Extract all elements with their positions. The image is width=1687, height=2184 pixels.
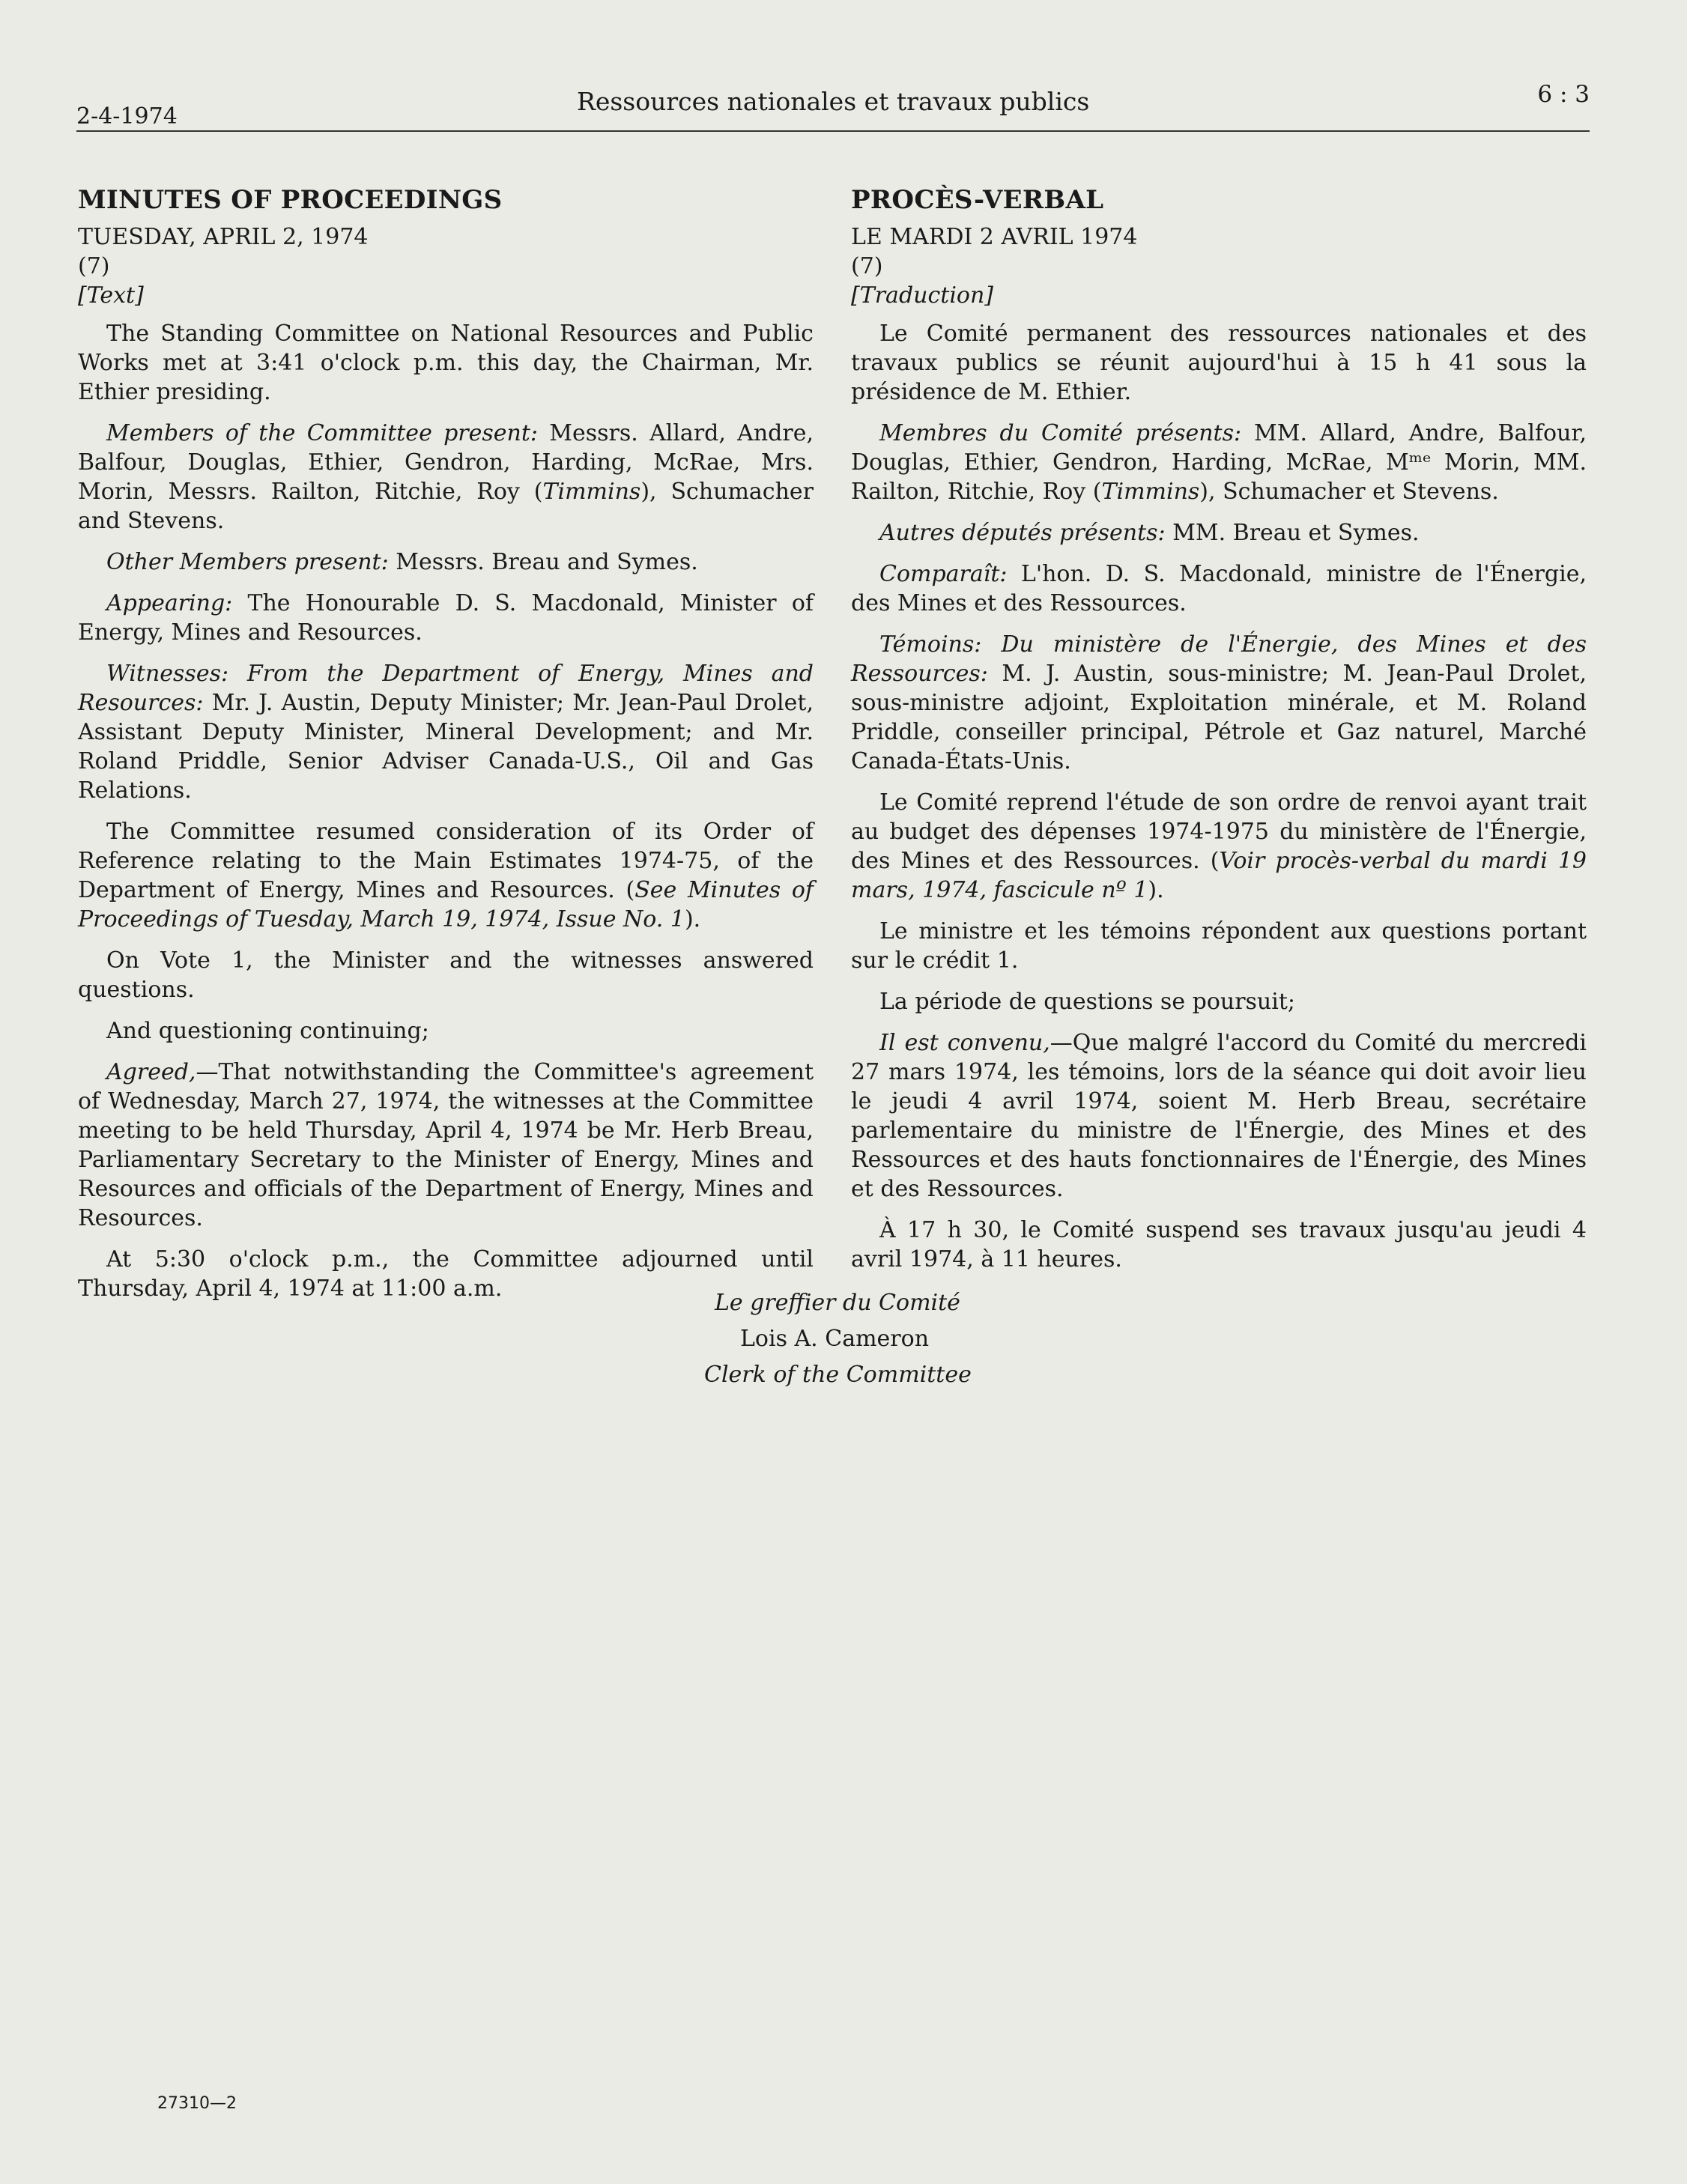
french-column xyxy=(851,186,1587,1286)
clerk-signature-block xyxy=(697,1285,1071,1393)
french-meeting-number: (7) xyxy=(851,253,883,279)
french-text-label: [Traduction] xyxy=(851,282,994,309)
page-header xyxy=(76,81,1590,130)
english-resumed-text: The Committee resumed consideration of its Order of Reference relating to the Main Estimates 1974-75, of the Department of Energy, Mines and Resources. ( xyxy=(78,819,814,903)
english-members-text: Messrs. Allard, Andre, Balfour, Douglas, Ethier, Gendron, Harding, McRae, Mrs. Morin, Messrs. Railton, Ritchie, Roy ( xyxy=(78,420,814,505)
french-members-paragraph xyxy=(851,419,1587,506)
english-agreed-text: —That notwithstanding the Committee's agreement of Wednesday, March 27, 1974, the witnesses at the Committee meeting to be held Thursday, April 4, 1974 be Mr. Herb Breau, Parliamentary Secretary to the Minister of Energy, Mines and Resources and officials of the Department of Energy, Mines and Resources. xyxy=(78,1059,814,1231)
french-other-members-paragraph xyxy=(851,518,1587,547)
english-members-label: Members of the Committee present: xyxy=(106,420,539,446)
french-appearing-paragraph xyxy=(851,559,1587,618)
french-agreed-text: —Que malgré l'accord du Comité du mercredi 27 mars 1974, les témoins, lors de la séance qui doit avoir lieu le jeudi 4 avril 1974, soient M. Herb Breau, secrétaire parlementaire du ministre de l'Énergie, des Mines et des Ressources et des hauts fonctionnaires de l'Énergie, des Mines et des Ressources. xyxy=(851,1030,1587,1202)
english-date-line: TUESDAY, APRIL 2, 1974 xyxy=(78,224,369,250)
english-opening-paragraph: The Standing Committee on National Resources and Public Works met at 3:41 o'clock p.m. this day, the Chairman, Mr. Ethier presiding. xyxy=(78,321,814,405)
english-resumed-reference: See Minutes of Proceedings of Tuesday, March 19, 1974, Issue No. 1 xyxy=(78,877,814,932)
english-witnesses-paragraph xyxy=(78,659,814,805)
english-witnesses-text: Mr. J. Austin, Deputy Minister; Mr. Jean-Paul Drolet, Assistant Deputy Minister, Mineral Development; and Mr. Roland Priddle, Senior Adviser Canada-U.S., Oil and Gas Relations. xyxy=(78,690,814,804)
english-agreed-paragraph xyxy=(78,1058,814,1233)
english-questioning-paragraph: And questioning continuing; xyxy=(106,1018,429,1044)
french-members-text: MM. Allard, Andre, Balfour, Douglas, Ethier, Gendron, Harding, McRae, Mᵐᵉ Morin, MM. Railton, Ritchie, Roy ( xyxy=(851,420,1587,505)
french-adjourned-paragraph: À 17 h 30, le Comité suspend ses travaux jusqu'au jeudi 4 avril 1974, à 11 heures. xyxy=(851,1217,1587,1273)
english-witnesses-label: Witnesses: From the Department of Energy, Mines and Resources: xyxy=(78,661,814,716)
english-members-end: ), Schumacher and Stevens. xyxy=(78,479,814,534)
english-members-timmins: Timmins xyxy=(542,479,641,505)
header-title: Ressources nationales et travaux publics xyxy=(577,87,1090,116)
french-members-timmins: Timmins xyxy=(1101,479,1200,505)
french-witnesses-paragraph xyxy=(851,630,1587,776)
english-vote-paragraph: On Vote 1, the Minister and the witnesses answered questions. xyxy=(78,947,814,1003)
french-members-end: ), Schumacher et Stevens. xyxy=(1199,479,1499,505)
french-resumed-reference: Voir procès-verbal du mardi 19 mars, 1974, fascicule nº 1 xyxy=(851,848,1587,903)
french-resumed-text: Le Comité reprend l'étude de son ordre de renvoi ayant trait au budget des dépenses 1974-1975 du ministère de l'Énergie, des Mines et des Ressources. ( xyxy=(851,789,1587,874)
english-other-text: Messrs. Breau and Symes. xyxy=(388,549,698,575)
french-appearing-text: L'hon. D. S. Macdonald, ministre de l'Énergie, des Mines et des Ressources. xyxy=(851,561,1587,616)
french-other-text: MM. Breau et Symes. xyxy=(1165,520,1420,546)
header-page-number: 6 : 3 xyxy=(1537,81,1590,108)
english-other-members-paragraph xyxy=(78,547,814,577)
french-heading: PROCÈS-VERBAL xyxy=(851,185,1104,215)
french-opening-paragraph: Le Comité permanent des ressources nationales et des travaux publics se réunit aujourd'hui à 15 h 41 sous la présidence de M. Ethier. xyxy=(851,321,1587,405)
french-resumed-paragraph xyxy=(851,788,1587,905)
english-adjourned-paragraph: At 5:30 o'clock p.m., the Committee adjourned until Thursday, April 4, 1974 at 11:00 a.m. xyxy=(78,1246,814,1302)
english-column xyxy=(78,186,814,1315)
french-agreed-paragraph xyxy=(851,1028,1587,1204)
english-text-label: [Text] xyxy=(78,282,144,309)
french-resumed-end: ). xyxy=(1148,877,1164,903)
clerk-name: Lois A. Cameron xyxy=(740,1326,930,1352)
french-witnesses-label: Témoins: Du ministère de l'Énergie, des Mines et des Ressources: xyxy=(851,631,1587,687)
footer-code: 27310—2 xyxy=(157,2094,237,2113)
french-questioning-paragraph: La période de questions se poursuit; xyxy=(879,989,1296,1015)
french-appearing-label: Comparaît: xyxy=(879,561,1008,587)
french-date-line: LE MARDI 2 AVRIL 1974 xyxy=(851,224,1138,250)
french-vote-paragraph: Le ministre et les témoins répondent aux questions portant sur le crédit 1. xyxy=(851,918,1587,974)
clerk-title-english: Clerk of the Committee xyxy=(704,1362,972,1388)
english-appearing-paragraph xyxy=(78,589,814,647)
french-witnesses-text: M. J. Austin, sous-ministre; M. Jean-Paul Drolet, sous-ministre adjoint, Exploitation minérale, et M. Roland Priddle, conseiller principal, Pétrole et Gaz naturel, Marché Canada-États-Unis. xyxy=(851,661,1587,774)
english-appearing-label: Appearing: xyxy=(106,590,233,616)
header-rule xyxy=(76,130,1590,132)
english-appearing-text: The Honourable D. S. Macdonald, Minister of Energy, Mines and Resources. xyxy=(78,590,814,646)
english-other-label: Other Members present: xyxy=(106,549,389,575)
english-meeting-number: (7) xyxy=(78,253,110,279)
english-heading: MINUTES OF PROCEEDINGS xyxy=(78,185,503,215)
header-date: 2-4-1974 xyxy=(76,103,178,130)
clerk-title-french: Le greffier du Comité xyxy=(715,1290,960,1316)
english-resumed-end: ). xyxy=(684,906,701,932)
french-agreed-label: Il est convenu, xyxy=(879,1030,1050,1056)
french-other-label: Autres députés présents: xyxy=(879,520,1166,546)
french-members-label: Membres du Comité présents: xyxy=(879,420,1242,446)
english-resumed-paragraph xyxy=(78,817,814,934)
english-members-paragraph xyxy=(78,419,814,536)
english-agreed-label: Agreed, xyxy=(106,1059,196,1085)
